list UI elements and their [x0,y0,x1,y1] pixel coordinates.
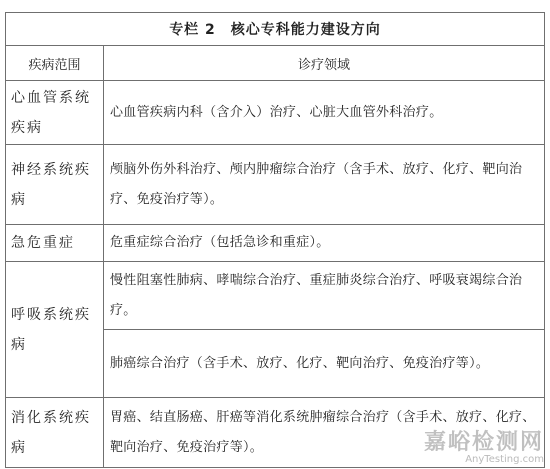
row-description: 颅脑外伤外科治疗、颅内肿瘤综合治疗（含手术、放疗、化疗、靶向治疗、免疫治疗等）。 [104,145,545,225]
watermark-text: 嘉峪检测网 [423,430,544,455]
core-specialty-table [5,12,545,468]
table-row [6,225,545,262]
row-description: 慢性阻塞性肺病、哮喘综合治疗、重症肺炎综合治疗、呼吸衰竭综合治疗。 [104,262,545,330]
row-category: 心血管系统疾病 [6,81,104,145]
row-category: 呼吸系统疾病 [6,262,104,398]
row-description: 危重症综合治疗（包括急诊和重症）。 [104,225,545,262]
table-row [6,145,545,225]
row-description: 心血管疾病内科（含介入）治疗、心脏大血管外科治疗。 [104,81,545,145]
table-row [6,398,545,468]
table-title: 专栏 2 核心专科能力建设方向 [6,13,545,46]
watermark-url: AnyTesting.com [465,454,544,465]
table-row [6,81,545,145]
row-category: 急危重症 [6,225,104,262]
title-row [6,13,545,46]
header-row [6,46,545,81]
header-disease-scope: 疾病范围 [6,46,104,81]
row-description: 胃癌、结直肠癌、肝癌等消化系统肿瘤综合治疗（含手术、放疗、化疗、靶向治疗、免疫治疗等）。 [104,398,545,468]
row-category: 神经系统疾病 [6,145,104,225]
row-category: 消化系统疾病 [6,398,104,468]
row-description: 肺癌综合治疗（含手术、放疗、化疗、靶向治疗、免疫治疗等）。 [104,330,545,398]
table-row [6,262,545,330]
header-treatment-area: 诊疗领域 [104,46,545,81]
